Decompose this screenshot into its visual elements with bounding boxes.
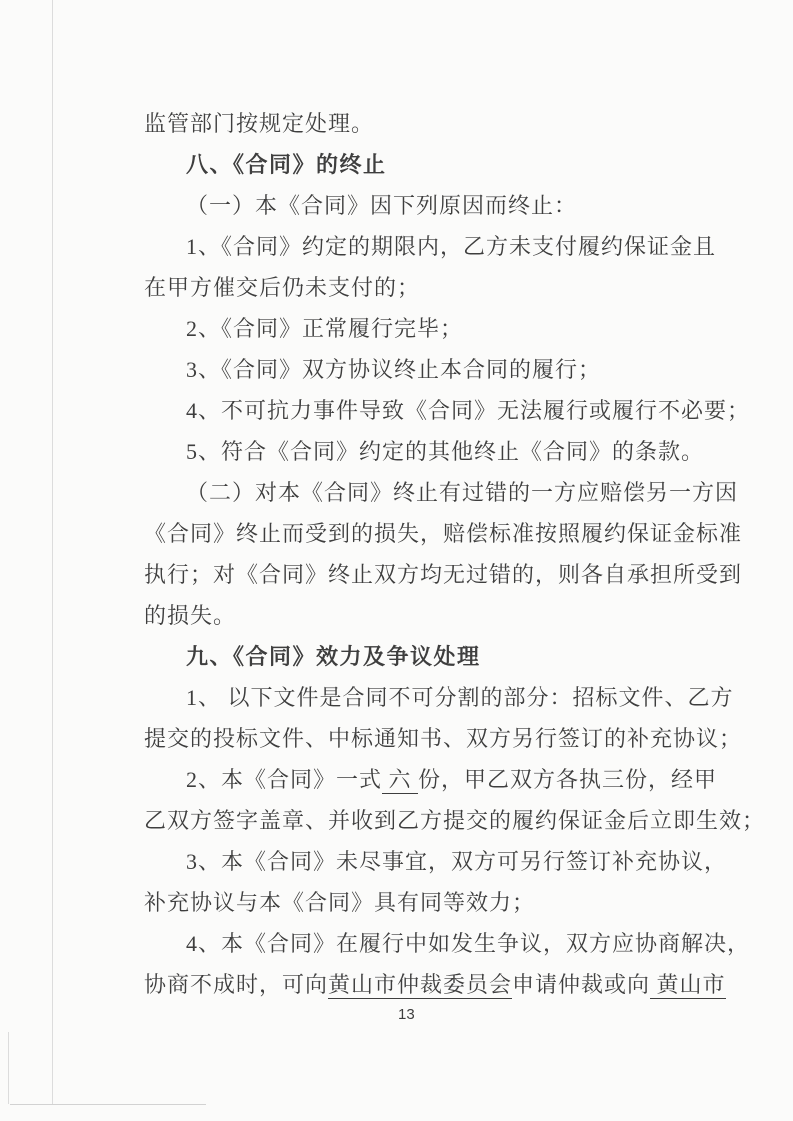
text-segment: 2、本《合同》一式 <box>186 767 383 792</box>
document-content <box>144 103 766 1005</box>
text-line <box>144 308 700 349</box>
text-line <box>144 554 743 595</box>
text-line <box>144 964 726 1005</box>
text-segment: 5、符合《合同》约定的其他终止《合同》的条款。 <box>186 439 705 464</box>
text-segment: 份，甲乙双方各执三份，经甲 <box>418 767 718 792</box>
text-segment: 申请仲裁或向 <box>512 972 651 997</box>
section-heading <box>144 636 700 677</box>
text-line <box>144 923 751 964</box>
text-line <box>144 882 700 923</box>
text-segment: 在甲方催交后仍未支付的； <box>144 275 421 300</box>
text-segment: 八、《合同》的终止 <box>186 152 387 177</box>
text-line <box>144 472 739 513</box>
text-segment: 1、《合同》约定的期限内，乙方未支付履约保证金且 <box>186 234 717 259</box>
text-segment: 乙双方签字盖章、并收到乙方提交的履约保证金后立即生效； <box>144 808 766 833</box>
page-bottom-corner-edge <box>8 1032 9 1104</box>
text-segment: 4、本《合同》在履行中如发生争议，双方应协商解决， <box>186 931 751 956</box>
underlined-fill-in-text: 黄山市仲裁委员会 <box>328 972 513 997</box>
text-segment: 提交的投标文件、中标通知书、双方另行签订的补充协议； <box>144 726 743 751</box>
text-line <box>144 267 700 308</box>
text-line <box>144 759 718 800</box>
text-line <box>144 103 700 144</box>
underlined-fill-in-text: 六 <box>382 767 419 792</box>
text-segment: 2、《合同》正常履行完毕； <box>186 316 464 341</box>
section-heading <box>144 144 700 185</box>
text-line <box>144 841 728 882</box>
page-bottom-edge-line <box>10 1104 206 1105</box>
text-line <box>144 718 743 759</box>
text-segment: 执行；对《合同》终止双方均无过错的，则各自承担所受到 <box>144 562 743 587</box>
page-number: 13 <box>398 1006 415 1023</box>
text-segment: 1、 以下文件是合同不可分割的部分：招标文件、乙方 <box>186 685 734 710</box>
text-segment: 的损失。 <box>144 603 237 628</box>
text-line <box>144 349 700 390</box>
text-segment: （一）本《合同》因下列原因而终止： <box>186 193 578 218</box>
text-line <box>144 431 705 472</box>
text-segment: （二）对本《合同》终止有过错的一方应赔偿另一方因 <box>186 480 739 505</box>
text-line <box>144 185 700 226</box>
text-segment: 补充协议与本《合同》具有同等效力； <box>144 890 536 915</box>
text-segment: 4、不可抗力事件导致《合同》无法履行或履行不必要； <box>186 398 751 423</box>
text-line <box>144 595 700 636</box>
text-segment: 《合同》终止而受到的损失，赔偿标准按照履约保证金标准 <box>144 521 743 546</box>
text-segment: 九、《合同》效力及争议处理 <box>186 644 481 669</box>
text-line <box>144 226 717 267</box>
text-segment: 3、本《合同》未尽事宜，双方可另行签订补充协议， <box>186 849 728 874</box>
text-segment: 协商不成时，可向 <box>144 972 329 997</box>
text-line <box>144 800 766 841</box>
text-segment: 监管部门按规定处理。 <box>144 111 375 136</box>
text-line <box>144 513 743 554</box>
page-fold-line <box>52 0 53 1105</box>
text-segment: 3、《合同》双方协议终止本合同的履行； <box>186 357 602 382</box>
text-line <box>144 390 751 431</box>
text-line <box>144 677 734 718</box>
underlined-fill-in-text: 黄山市 <box>650 972 726 997</box>
